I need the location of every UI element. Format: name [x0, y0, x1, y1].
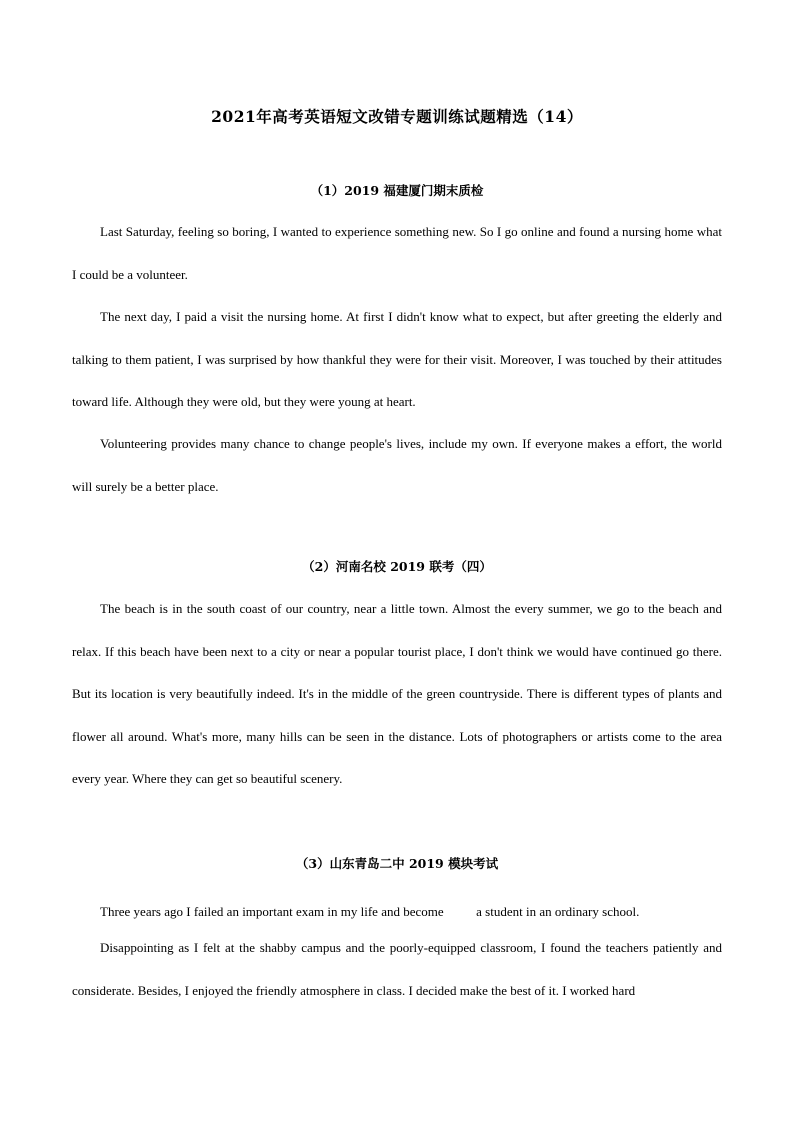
- section-2-heading: （2）河南名校 2019 联考（四）: [302, 559, 492, 574]
- section-3-paragraph-2: Disappointing as I felt at the shabby campus and the poorly-equipped classroom, I found the teachers patiently and considerate. Besides, I enjoyed the friendly atmosphere in class. I decided make the best of it. I worked hard: [72, 940, 722, 998]
- section-1-paragraph-2: The next day, I paid a visit the nursing home. At first I didn't know what to expect, but after greeting the elderly and talking to them patient, I was surprised by how thankful they were for their visit. Moreover, I was touched by their attitudes toward life. Although they were old, but they were young at heart.: [72, 309, 722, 409]
- section-1-paragraph-3: Volunteering provides many chance to change people's lives, include my own. If everyone makes a effort, the world will surely be a better place.: [72, 436, 722, 494]
- section-2-paragraph-1: The beach is in the south coast of our country, near a little town. Almost the every summer, we go to the beach and relax. If this beach have been next to a city or near a popular tourist place, I don't think we would have continued go there. But its location is very beautifully indeed. It's in the middle of the green countryside. There is different types of plants and flower all around. What's more, many hills can be seen in the distance. Lots of photographers or artists come to the area every year. Where they can get so beautiful scenery.: [72, 601, 722, 786]
- document-title: 2021年高考英语短文改错专题训练试题精选（14）: [211, 107, 583, 126]
- section-3-heading: （3）山东青岛二中 2019 模块考试: [295, 856, 499, 871]
- section-1-paragraph-1: Last Saturday, feeling so boring, I wanted to experience something new. So I go online and found a nursing home what I could be a volunteer.: [72, 224, 722, 282]
- section-3-paragraph-1: Three years ago I failed an important exam in my life and become a student in an ordinary school.: [100, 904, 640, 919]
- section-1-heading: （1）2019 福建厦门期末质检: [310, 183, 484, 198]
